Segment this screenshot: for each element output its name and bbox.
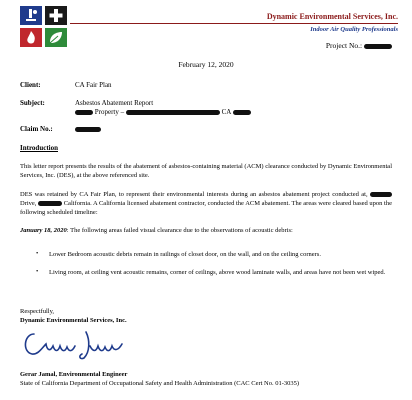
bullet-item-1: Lower Bedroom acoustic debris remain in railings of closet door, on the wall, and on the ceiling corners. (49, 251, 321, 258)
project-number-label: Project No.: (325, 41, 363, 50)
subject-text-b: CA (219, 108, 233, 116)
subject-line-2 (75, 108, 251, 117)
signatory-name-title: Gerar Jamal, Environmental Engineer (20, 371, 128, 378)
intro-paragraph-1: This letter report presents the results of the abatement of asbestos-containing material (ACM) clearance conducted by Dynamic Environmental Services, Inc. (DES), at the above referenced site. (20, 163, 392, 179)
intro-paragraph-2 (20, 190, 392, 217)
redaction-mark (233, 110, 251, 115)
company-logo (20, 6, 70, 48)
header-tagline: Indoor Air Quality Professionals (310, 26, 398, 33)
bullet-marker: • (36, 268, 39, 275)
p2-text-a: DES was retained by CA Fair Plan, to represent their environmental interests during an asbestos abatement project conducted at, (20, 191, 370, 198)
header-divider (70, 23, 398, 24)
handwritten-signature (20, 328, 130, 364)
closing-company: Dynamic Environmental Services, Inc. (20, 317, 127, 324)
header-company-name: Dynamic Environmental Services, Inc. (266, 12, 398, 21)
bullet-marker: • (36, 250, 39, 257)
certification-line: State of California Department of Occupational Safety and Health Administration (CAC Cert No. 01-3035) (20, 380, 300, 387)
redaction-mark (370, 192, 392, 197)
redaction-mark (126, 110, 220, 115)
p2-text-c: California. A California licensed abatement contractor, conducted the ACM abatement. The areas were cleared based upon the following scheduled timeline: (20, 200, 392, 216)
project-number (326, 41, 392, 50)
subject-text-a: Property – (93, 108, 126, 116)
timeline-entry (20, 226, 392, 235)
leaf-icon (45, 28, 67, 47)
claim-value (75, 125, 101, 134)
timeline-text: : The following areas failed visual clearance due to the observations of acoustic debris: (66, 227, 293, 234)
bullet-item-2: Living room, at ceiling vent acoustic remains, corner of ceilings, above wood laminate walls, and areas have not been wet wiped. (49, 269, 386, 276)
redaction-mark (75, 127, 101, 132)
microscope-icon (20, 6, 42, 25)
client-label: Client: (20, 81, 41, 89)
redaction-mark (38, 201, 62, 206)
subject-line-1: Asbestos Abatement Report (75, 99, 154, 107)
redaction-mark (364, 44, 392, 49)
timeline-date: January 18, 2020 (20, 227, 67, 234)
letter-date: February 12, 2020 (178, 60, 234, 69)
claim-label: Claim No.: (20, 125, 53, 133)
p2-text-b: Drive, (20, 200, 39, 207)
closing-respectfully: Respectfully, (20, 308, 55, 315)
introduction-heading: Introduction (20, 144, 58, 152)
subject-label: Subject: (20, 99, 45, 107)
redaction-mark (75, 110, 93, 115)
fire-icon (20, 28, 42, 47)
plus-icon (45, 6, 67, 25)
client-value: CA Fair Plan (75, 81, 112, 89)
